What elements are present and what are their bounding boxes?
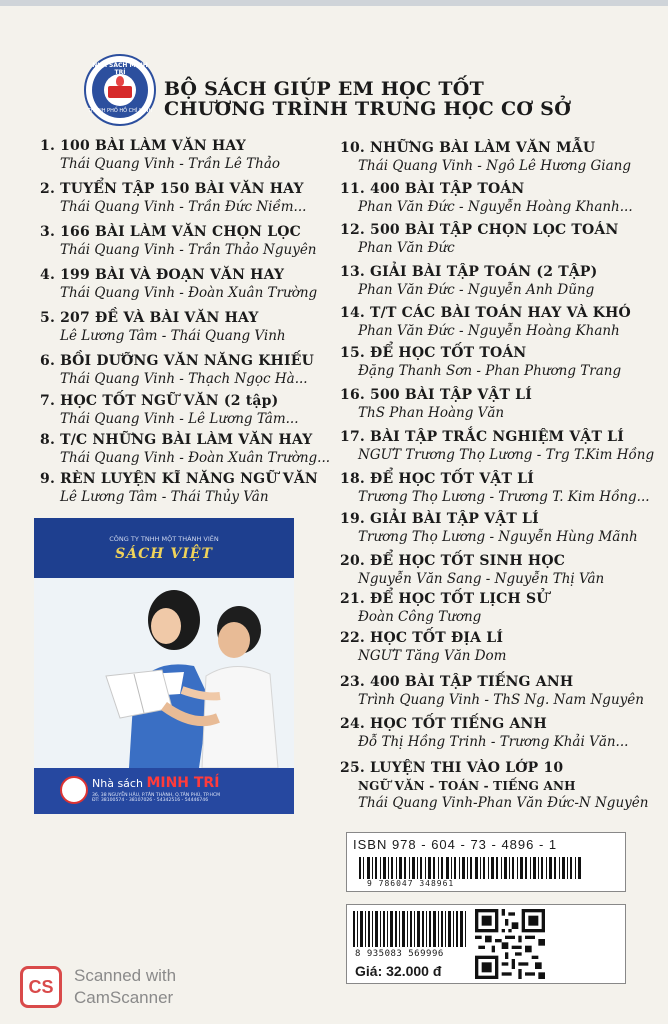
book-title: 17. BÀI TẬP TRẮC NGHIỆM VẬT LÍ <box>340 429 624 445</box>
book-title: 5. 207 ĐỀ VÀ BÀI VĂN HAY <box>40 310 259 326</box>
book-item <box>340 591 549 625</box>
book-item <box>340 181 633 215</box>
isbn-box <box>346 832 626 892</box>
book-title: 6. BỒI DƯỠNG VĂN NĂNG KHIẾU <box>40 353 315 369</box>
book-authors: Phan Văn Đức - Nguyễn Hoàng Khanh... <box>358 199 633 215</box>
book-title: 19. GIẢI BÀI TẬP VẬT LÍ <box>340 511 539 527</box>
book-authors: Đặng Thanh Sơn - Phan Phương Trang <box>358 363 622 379</box>
book-title: 9. RÈN LUYỆN KĨ NĂNG NGỮ VĂN <box>40 471 318 487</box>
book-authors: Thái Quang Vinh - Lê Lương Tâm... <box>60 411 299 427</box>
book-authors: Lê Lương Tâm - Thái Thủy Vân <box>60 489 269 505</box>
store-name: Nhà sách MINH TRÍ <box>92 775 220 791</box>
qr-code-icon <box>475 909 545 979</box>
book-authors: Thái Quang Vinh - Trần Đức Niềm... <box>60 199 307 215</box>
book-item <box>340 760 648 811</box>
promo-header <box>34 518 294 578</box>
book-item <box>340 471 650 505</box>
promo-company: CÔNG TY TNHH MỘT THÀNH VIÊN <box>109 535 219 543</box>
book-item <box>40 471 318 505</box>
book-item <box>340 511 638 545</box>
publisher-logo-city: THÀNH PHỐ HỒ CHÍ MINH <box>87 108 153 114</box>
book-authors: Thái Quang Vinh - Đoàn Xuân Trường <box>60 285 318 301</box>
book-authors: Thái Quang Vinh - Thạch Ngọc Hà... <box>60 371 308 387</box>
book-authors: Đỗ Thị Hồng Trinh - Trương Khải Văn... <box>358 734 629 750</box>
book-authors: NGƯT Trương Thọ Lương - Trg T.Kim Hồng <box>358 447 655 463</box>
students-reading-photo <box>34 578 294 768</box>
book-item <box>40 432 330 466</box>
promo-banner <box>34 518 294 814</box>
book-authors: Đoàn Công Tương <box>358 609 482 625</box>
book-item <box>40 393 299 427</box>
top-edge-strip <box>0 0 668 6</box>
book-authors: Trương Thọ Lương - Nguyễn Hùng Mãnh <box>358 529 638 545</box>
book-authors: Thái Quang Vinh - Ngô Lê Hương Giang <box>358 158 631 174</box>
book-authors: NGƯT Tăng Văn Dom <box>358 648 507 664</box>
book-title: 14. T/T CÁC BÀI TOÁN HAY VÀ KHÓ <box>340 305 631 321</box>
book-title: 22. HỌC TỐT ĐỊA LÍ <box>340 630 504 646</box>
book-item <box>340 553 604 587</box>
book-title: 18. ĐỂ HỌC TỐT VẬT LÍ <box>340 471 534 487</box>
promo-brand: SÁCH VIỆT <box>115 546 213 562</box>
book-title: 4. 199 BÀI VÀ ĐOẠN VĂN HAY <box>40 267 285 283</box>
price-barcode-number: 8 935083 569996 <box>355 949 444 959</box>
price-box <box>346 904 626 984</box>
publisher-logo-name: NHÀ SÁCH MINH TRÍ <box>92 62 148 76</box>
book-title: 23. 400 BÀI TẬP TIẾNG ANH <box>340 674 574 690</box>
book-item <box>340 305 631 339</box>
book-item <box>340 264 597 298</box>
book-icon <box>108 86 132 98</box>
price-label: Giá: 32.000 đ <box>355 963 442 979</box>
book-title: 11. 400 BÀI TẬP TOÁN <box>340 181 525 197</box>
book-authors: Lê Lương Tâm - Thái Quang Vinh <box>60 328 286 344</box>
book-item <box>340 674 644 708</box>
book-title: 10. NHỮNG BÀI LÀM VĂN MẪU <box>340 140 596 156</box>
book-authors: ThS Phan Hoàng Văn <box>358 405 505 421</box>
book-title: 7. HỌC TỐT NGỮ VĂN (2 tập) <box>40 393 279 409</box>
book-title: 3. 166 BÀI LÀM VĂN CHỌN LỌC <box>40 224 301 240</box>
book-authors: Thái Quang Vinh - Đoàn Xuân Trường... <box>60 450 331 466</box>
book-subtitle: NGỮ VĂN - TOÁN - TIẾNG ANH <box>358 779 576 793</box>
store-address: 36, 38 NGUYỄN HẬU, P.TÂN THÀNH, Q.TÂN PHÚ, TP.HCM ĐT: 38100574 - 38107026 - 54342516 - 54446746 <box>92 793 221 803</box>
book-item <box>40 138 280 172</box>
book-item <box>40 310 286 344</box>
price-barcode <box>353 911 471 947</box>
book-item <box>340 429 654 463</box>
book-item <box>340 387 532 421</box>
book-item <box>40 353 314 387</box>
book-title: 24. HỌC TỐT TIẾNG ANH <box>340 716 547 732</box>
isbn-barcode-number: 9 786047 348961 <box>367 879 455 888</box>
book-item <box>40 181 306 215</box>
series-title-line2: CHƯƠNG TRÌNH TRUNG HỌC CƠ SỞ <box>164 98 572 120</box>
book-title: 8. T/C NHỮNG BÀI LÀM VĂN HAY <box>40 432 313 448</box>
book-title: 16. 500 BÀI TẬP VẬT LÍ <box>340 387 532 403</box>
camscanner-logo-icon: CS <box>20 966 62 1008</box>
book-authors: Phan Văn Đức - Nguyễn Hoàng Khanh <box>358 323 620 339</box>
book-title: 12. 500 BÀI TẬP CHỌN LỌC TOÁN <box>340 222 619 238</box>
book-title: 15. ĐỂ HỌC TỐT TOÁN <box>340 345 527 361</box>
book-authors: Trình Quang Vinh - ThS Ng. Nam Nguyên <box>358 692 644 708</box>
book-item <box>340 222 619 256</box>
isbn-barcode <box>359 857 609 879</box>
book-authors: Thái Quang Vinh - Trần Lê Thảo <box>60 156 280 172</box>
book-title: 25. LUYỆN THI VÀO LỚP 10 <box>340 760 564 776</box>
book-item <box>40 224 317 258</box>
book-title: 1. 100 BÀI LÀM VĂN HAY <box>40 138 246 154</box>
book-authors: Trương Thọ Lương - Trương T. Kim Hồng... <box>358 489 650 505</box>
publisher-logo <box>84 54 156 126</box>
book-title: 21. ĐỂ HỌC TỐT LỊCH SỬ <box>340 591 549 607</box>
series-title-line1: BỘ SÁCH GIÚP EM HỌC TỐT <box>164 78 485 100</box>
store-logo-icon <box>60 776 88 804</box>
book-title: 20. ĐỂ HỌC TỐT SINH HỌC <box>340 553 566 569</box>
book-authors: Thái Quang Vinh - Trần Thảo Nguyên <box>60 242 317 258</box>
book-authors: Phan Văn Đức - Nguyễn Anh Dũng <box>358 282 595 298</box>
watermark-line1: Scanned with <box>74 966 177 985</box>
book-title: 2. TUYỂN TẬP 150 BÀI VĂN HAY <box>40 181 304 197</box>
book-authors: Thái Quang Vinh-Phan Văn Đức-N Nguyên <box>358 795 649 811</box>
book-item <box>340 716 628 750</box>
book-item <box>340 345 621 379</box>
book-authors: Phan Văn Đức <box>358 240 455 256</box>
torch-icon <box>116 76 124 86</box>
book-item <box>40 267 317 301</box>
book-item <box>340 630 507 664</box>
book-authors: Nguyễn Văn Sang - Nguyễn Thị Vân <box>358 571 605 587</box>
isbn-label: ISBN 978 - 604 - 73 - 4896 - 1 <box>353 837 558 852</box>
book-title: 13. GIẢI BÀI TẬP TOÁN (2 TẬP) <box>340 264 598 280</box>
book-item <box>340 140 631 174</box>
watermark-line2: CamScanner <box>74 988 174 1007</box>
store-banner <box>34 768 294 814</box>
